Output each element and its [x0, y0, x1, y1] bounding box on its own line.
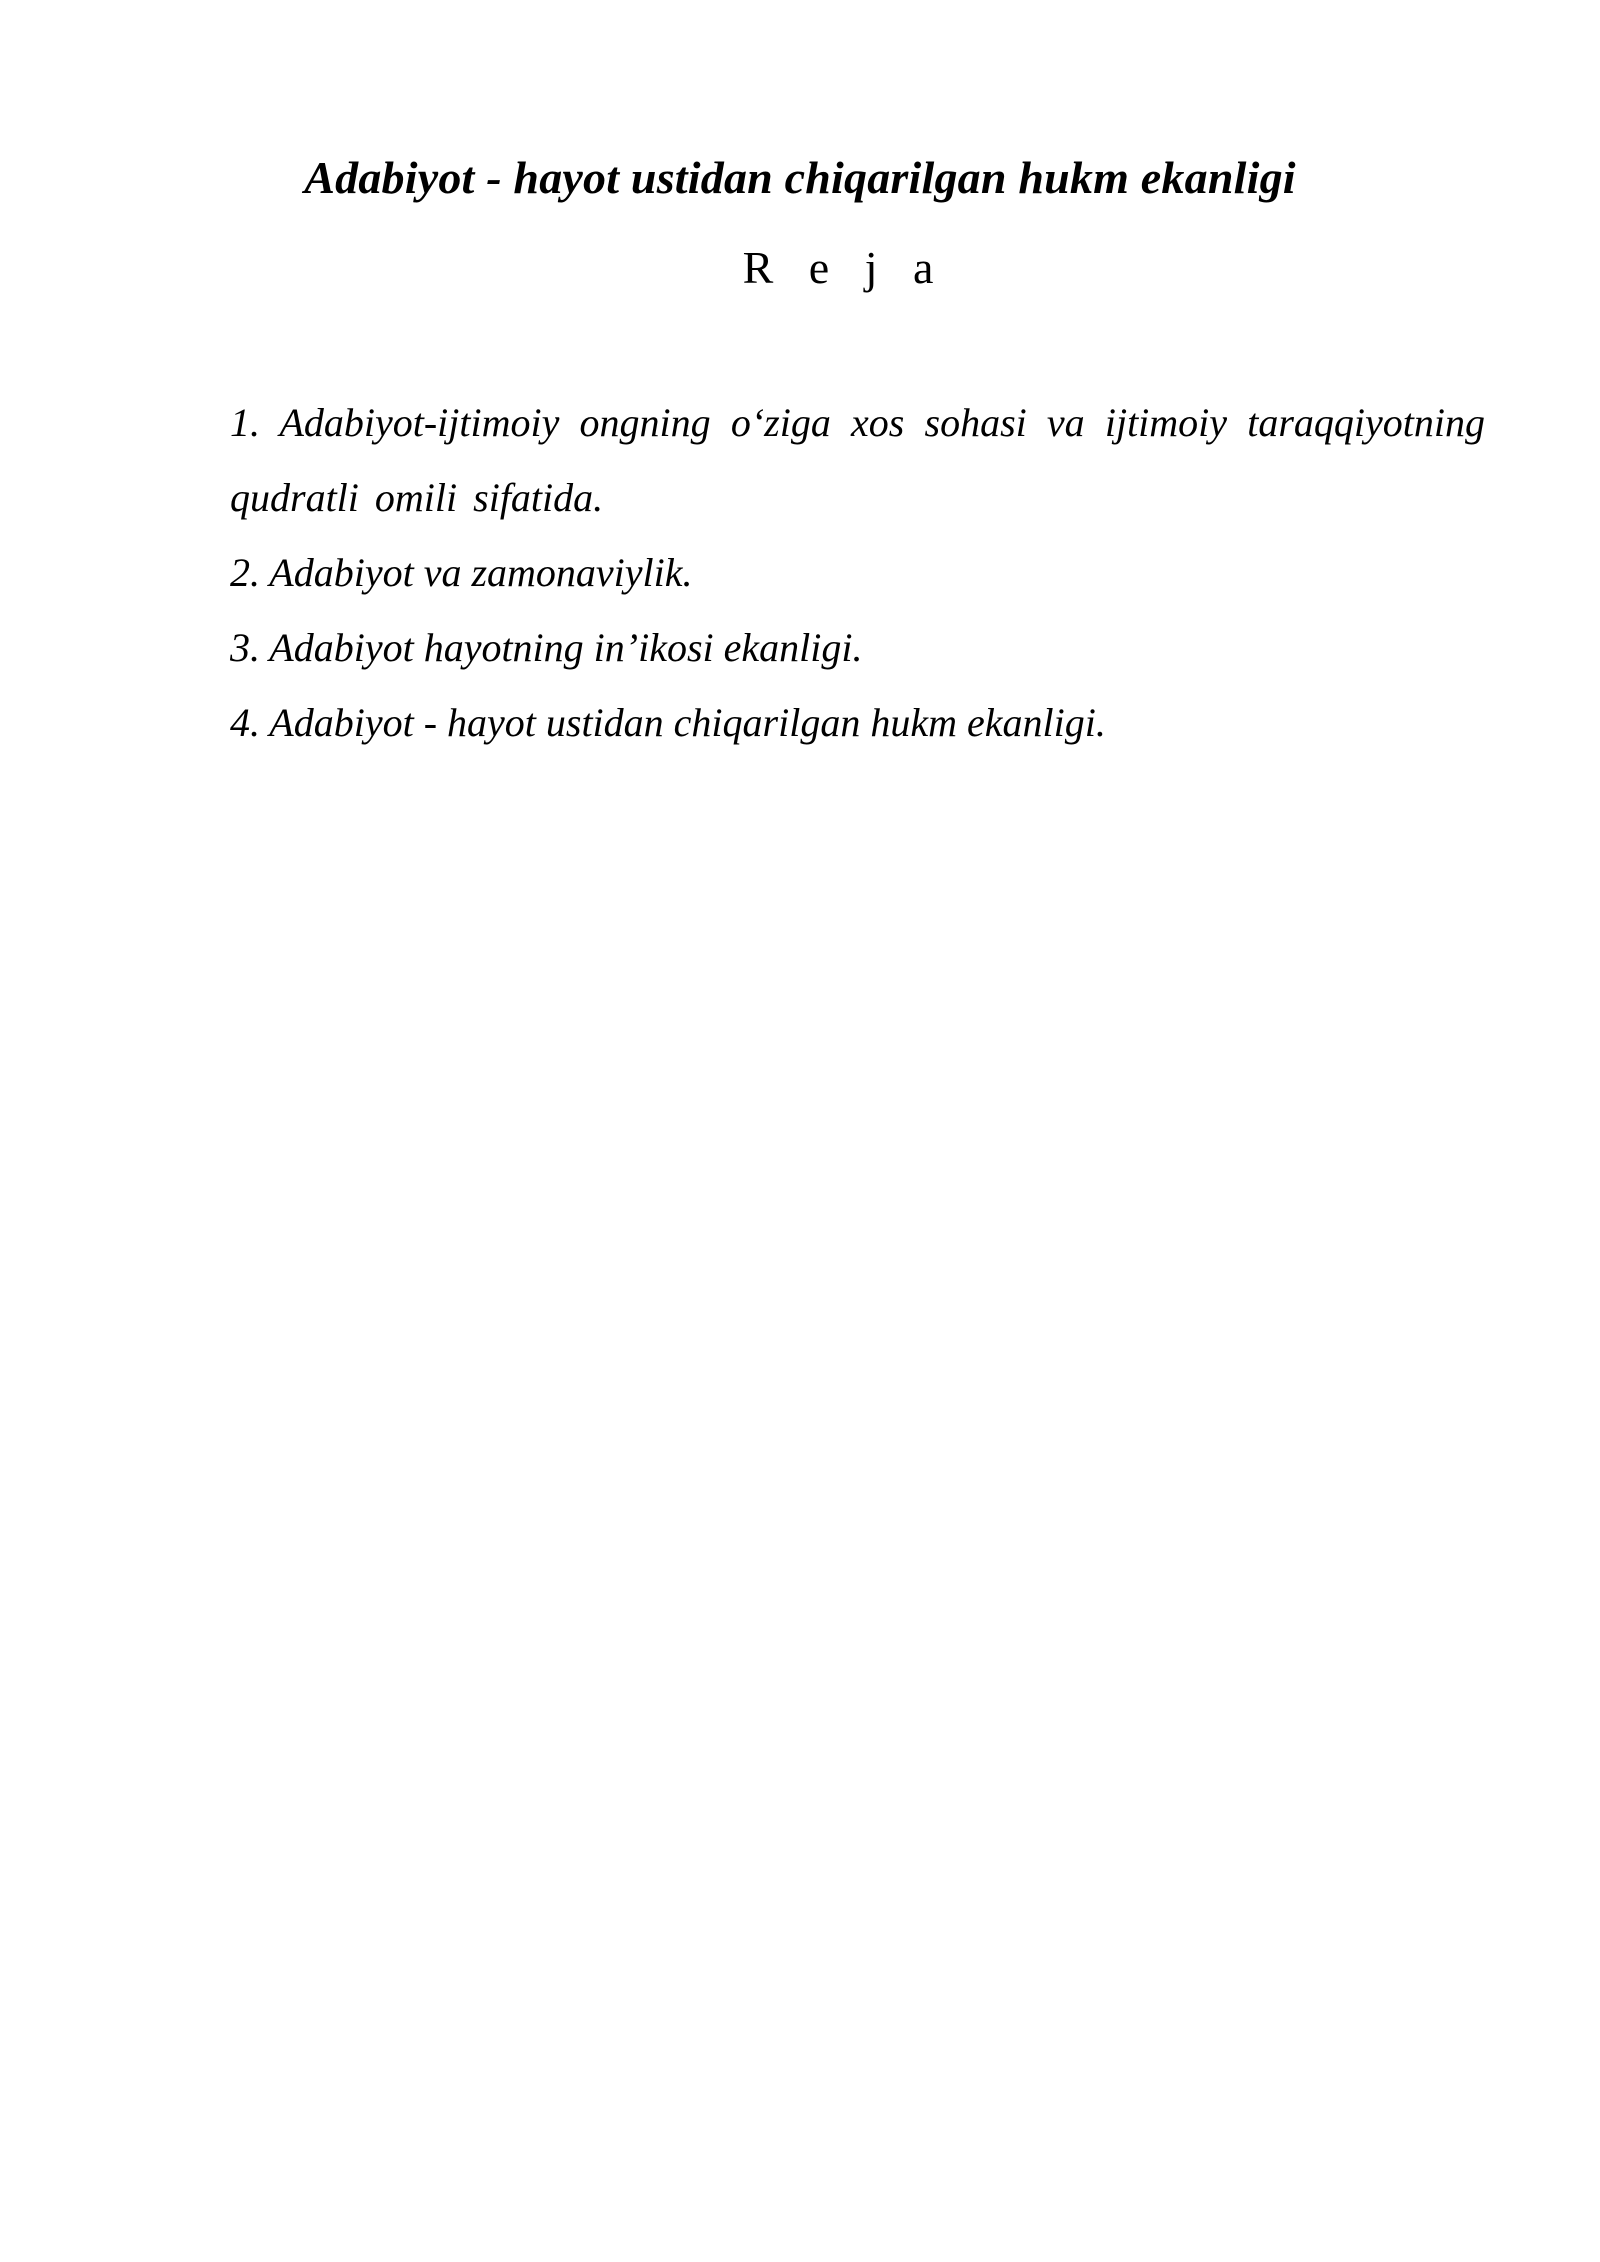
plan-list: [230, 385, 1485, 760]
plan-heading: R e j a: [742, 242, 946, 293]
plan-item-2: 2. Adabiyot va zamonaviylik.: [230, 550, 693, 595]
plan-item-3: 3. Adabiyot hayotning in’ikosi ekanligi.: [230, 625, 863, 670]
plan-item-1: 1. Adabiyot-ijtimoiy ongning o‘ziga xos sohasi va ijtimoiy taraqqiyotning qudratli omili sifatida.: [230, 400, 1485, 520]
document-title: Adabiyot - hayot ustidan chiqarilgan hukm ekanligi: [304, 152, 1296, 203]
plan-item-4: 4. Adabiyot - hayot ustidan chiqarilgan hukm ekanligi.: [230, 700, 1106, 745]
